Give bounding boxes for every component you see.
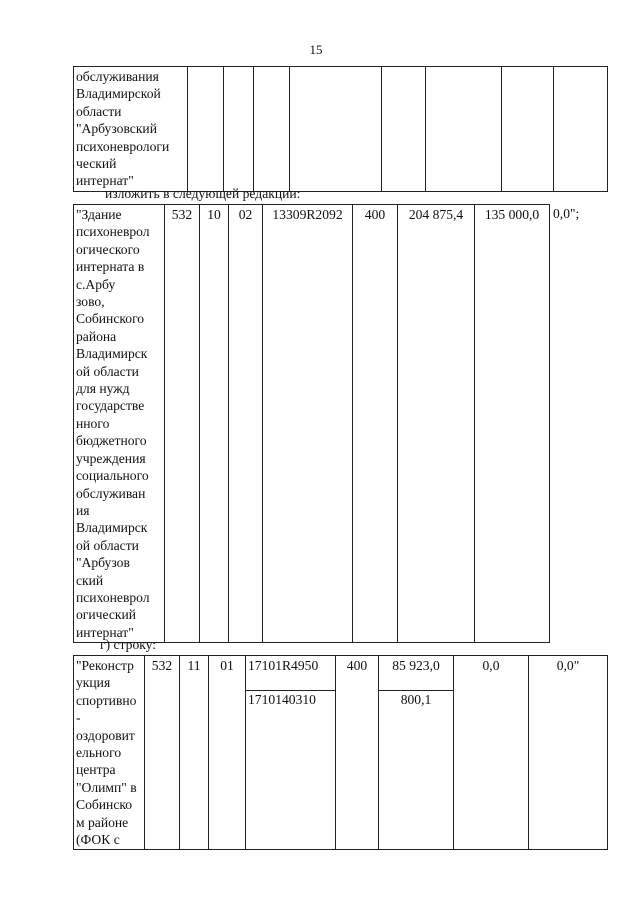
table-cell: 532	[165, 205, 200, 643]
table-row-g	[73, 655, 608, 850]
table-cell	[426, 67, 502, 192]
table-cell	[554, 67, 608, 192]
table-new-edition	[73, 204, 550, 643]
table-cell: 10	[200, 205, 229, 643]
object-name-cell: "Реконстр укция спортивно - оздоровит ельного центра "Олимп" в Собинско м районе (ФОК с	[74, 656, 145, 850]
table-cell: 13309R2092	[263, 205, 353, 643]
table-cell	[379, 656, 454, 850]
table-cell: 204 875,4	[398, 205, 475, 643]
object-name-cell: "Здание психоневрол огического интерната в с.Арбу зово, Собинского района Владимирск ой области для нужд государстве нного бюджетного учреждения социального обслуживан ия Владимирск ой области "Арбузов ский психоневрол огический интернат"	[74, 205, 165, 643]
amount-2: 800,1	[379, 690, 453, 708]
table-cell: 02	[229, 205, 263, 643]
instruction-text: г) строку:	[100, 637, 157, 652]
table-cell: 01	[209, 656, 246, 850]
csr-code-2: 1710140310	[246, 690, 335, 708]
table-cell: 532	[145, 656, 180, 850]
table-cell: 400	[336, 656, 379, 850]
table-cell	[254, 67, 290, 192]
table-cell	[290, 67, 382, 192]
table-cell: 400	[353, 205, 398, 643]
amount-1: 85 923,0	[392, 658, 440, 673]
table-cell	[224, 67, 254, 192]
table-cell: 135 000,0	[475, 205, 550, 643]
instruction-text: изложить в следующей редакции:	[105, 186, 301, 201]
table-cell	[188, 67, 224, 192]
table-cell	[382, 67, 426, 192]
page-number: 15	[309, 42, 323, 57]
table-cell: 0,0	[454, 656, 529, 850]
table-row	[74, 656, 608, 850]
table-row	[74, 67, 608, 192]
table-cell	[502, 67, 554, 192]
object-name-cell: обслуживания Владимирской области "Арбузовский психоневрологи ческий интернат"	[74, 67, 188, 192]
table-cell: 0,0"	[529, 656, 608, 850]
table-cell-trailing: 0,0";	[553, 206, 580, 221]
table-cell	[246, 656, 336, 850]
csr-code-1: 17101R4950	[248, 658, 319, 673]
table-cell: 11	[180, 656, 209, 850]
table-row	[74, 205, 550, 643]
table-continuation	[73, 66, 608, 192]
